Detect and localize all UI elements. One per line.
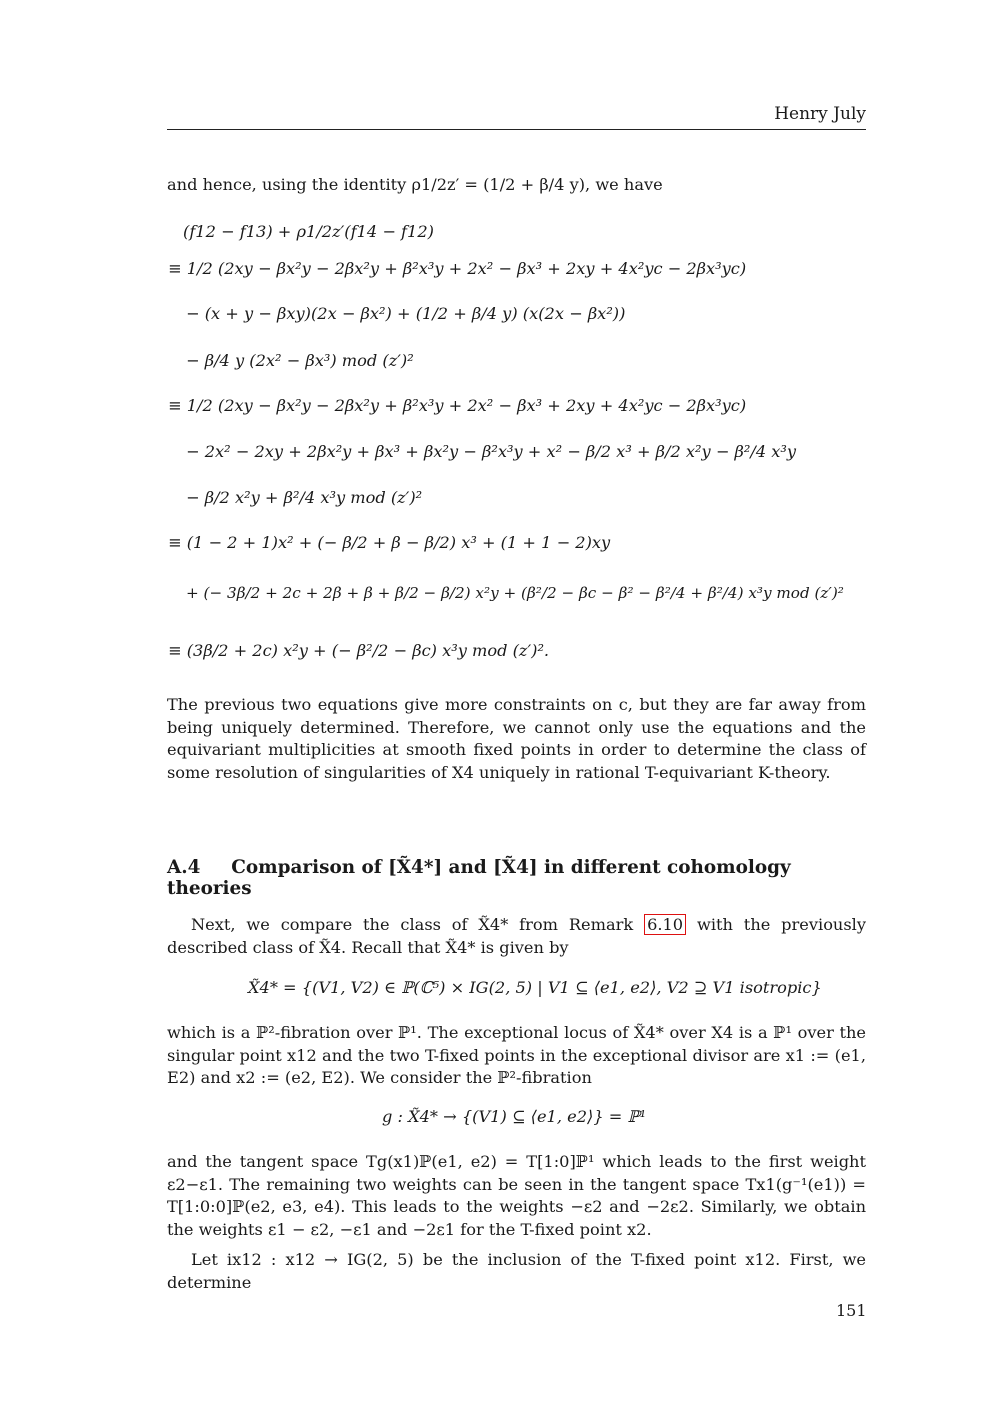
intro-line: and hence, using the identity ρ1/2z′ = (1/2 + β/4 y), we have <box>167 175 663 194</box>
header-rule <box>167 129 866 130</box>
equation-line-7: − β/2 x²y + β²/4 x³y mod (z′)² <box>186 488 423 507</box>
section-number: A.4 <box>167 857 201 878</box>
equation-line-4: − β/4 y (2x² − βx³) mod (z′)² <box>186 351 414 370</box>
page-number: 151 <box>836 1301 867 1320</box>
remark-ref-link[interactable]: 6.10 <box>644 914 686 935</box>
paragraph-tangent-space: and the tangent space Tg(x1)ℙ(e1, e2) = T[1:0]ℙ¹ which leads to the first weight ε2−ε1. The remaining two weights can be seen in the tangent space Tx1(g⁻¹(e1)) = T[1:0:0]ℙ(e2, e3, e4). This leads to the weights −ε2 and −2ε2. Similarly, we obtain the weights ε1 − ε2, −ε1 and −2ε1 for the T-fixed point x2. <box>167 1152 866 1239</box>
paragraph-fibration: which is a ℙ²-fibration over ℙ¹. The exceptional locus of X̃4* over X4 is a ℙ¹ over the singular point x12 and the two T-fixed points in the exceptional divisor are x1 := (e1, E2) and x2 := (e2, E2). We consider the ℙ²-fibration <box>167 1023 866 1088</box>
header-author: Henry July <box>774 104 866 124</box>
equation-line-9: + (− 3β/2 + 2c + 2β + β + β/2 − β/2) x²y + (β²/2 − βc − β² − β²/4 + β²/4) x³y mod (z′)² <box>186 584 844 602</box>
paragraph-compare <box>167 914 866 959</box>
para2-text-b: with the previously described class of X̃4. Recall that X̃4* is given by <box>167 915 866 957</box>
paragraph-constraints: The previous two equations give more constraints on c, but they are far away from being uniquely determined. Therefore, we cannot only use the equations and the equivariant multiplicities at smooth fixed points in order to determine the class of some resolution of singularities of X4 uniquely in rational T-equivariant K-theory. <box>167 695 866 782</box>
equation-line-1: (f12 − f13) + ρ1/2z′(f14 − f12) <box>183 222 434 241</box>
section-heading <box>167 857 866 899</box>
paragraph-inclusion: Let ix12 : x12 → IG(2, 5) be the inclusion of the T-fixed point x12. First, we determine <box>167 1250 866 1292</box>
display-equation-g: g : X̃4* → {(V1) ⊆ ⟨e1, e2⟩} = ℙ¹ <box>382 1107 647 1126</box>
equation-line-10: ≡ (3β/2 + 2c) x²y + (− β²/2 − βc) x³y mod (z′)². <box>168 641 550 660</box>
equation-line-5: ≡ 1/2 (2xy − βx²y − 2βx²y + β²x³y + 2x² − βx³ + 2xy + 4x²yc − 2βx³yc) <box>168 396 747 415</box>
equation-line-6: − 2x² − 2xy + 2βx²y + βx³ + βx²y − β²x³y + x² − β/2 x³ + β/2 x²y − β²/4 x³y <box>186 442 797 461</box>
section-title: Comparison of [X̃4*] and [X̃4] in different cohomology theories <box>167 857 791 899</box>
para2-text-a: Next, we compare the class of X̃4* from Remark <box>191 915 634 934</box>
equation-line-2: ≡ 1/2 (2xy − βx²y − 2βx²y + β²x³y + 2x² − βx³ + 2xy + 4x²yc − 2βx³yc) <box>168 259 747 278</box>
display-equation-xtilde: X̃4* = {(V1, V2) ∈ ℙ(ℂ⁵) × IG(2, 5) | V1 ⊆ ⟨e1, e2⟩, V2 ⊇ V1 isotropic} <box>248 978 822 997</box>
equation-line-3: − (x + y − βxy)(2x − βx²) + (1/2 + β/4 y) (x(2x − βx²)) <box>186 304 626 323</box>
equation-line-8: ≡ (1 − 2 + 1)x² + (− β/2 + β − β/2) x³ + (1 + 1 − 2)xy <box>168 533 611 552</box>
running-header <box>167 104 866 128</box>
